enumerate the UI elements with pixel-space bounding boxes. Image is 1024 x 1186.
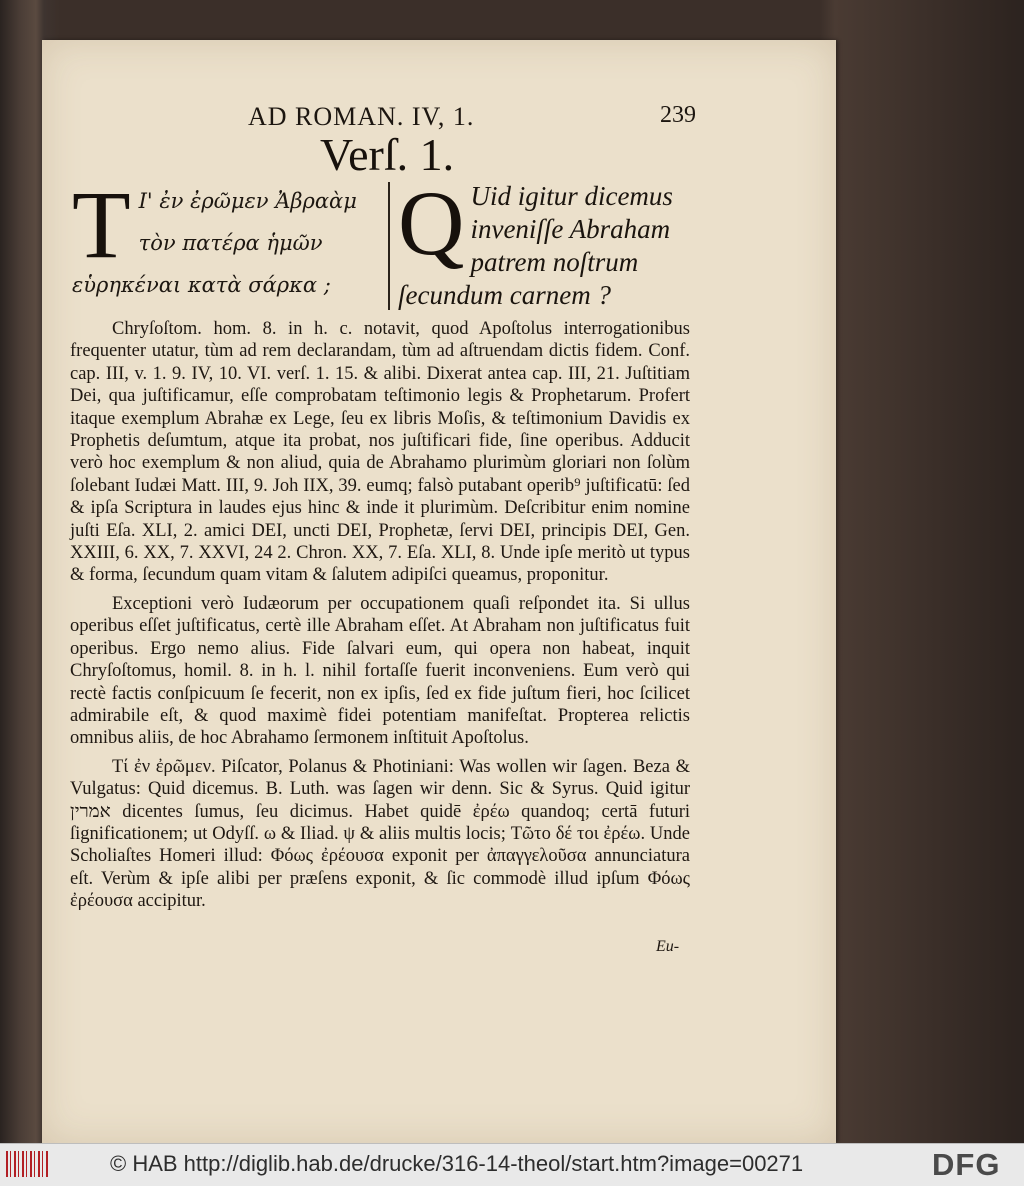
commentary-body [70, 318, 690, 919]
greek-verse-text: Ι' ἐν ἐρῶμεν Ἀβραὰμ τὸν πατέρα ἡμῶν εὑρηκέναι κατὰ σάρκα ; [72, 189, 357, 297]
footer-copyright-url[interactable]: © HAB http://diglib.hab.de/drucke/316-14-theol/start.htm?image=00271 [110, 1151, 804, 1176]
greek-drop-capital: T [72, 171, 131, 278]
barcode-icon [6, 1151, 48, 1177]
verse-heading: Verſ. 1. [320, 129, 455, 180]
running-head: AD ROMAN. IV, 1. [248, 102, 475, 131]
latin-verse-text: Uid igitur dicemus inveniſſe Abraham patrem noſtrum ſecundum carnem ? [398, 181, 673, 310]
catchword: Eu- [656, 938, 680, 955]
page-number: 239 [660, 102, 696, 128]
column-divider [388, 182, 390, 310]
latin-verse-column [398, 172, 698, 310]
latin-drop-capital: Q [398, 172, 465, 274]
commentary-paragraph-2: Exceptioni verò Iudæorum per occupationem quaſi reſpondet ita. Si ullus operibus eſſet juſtificatus, certè ille Abraham eſſet. At Abraham non juſtificatus fuit operibus. Ergo nemo alius. Fide ſalvari eum, qui opera non habeat, inquit Chryſoſtomus, homil. 8. in h. l. nihil fortaſſe fuerit inconveniens. Eum verò qui rectè factis conſpicuum ſe fecerit, non ex ipſis, ſed ex fide juſtum fieri, hoc ſcilicet admirabile eſt, & quod maximè fidei potentiam manifeſtat. Propterea relictis omnibus aliis, de hoc Abrahamo ſermonem inſtituit Apoſtolus. [70, 593, 690, 749]
commentary-paragraph-1: Chryſoſtom. hom. 8. in h. c. notavit, quod Apoſtolus interrogationibus frequenter utatur, tùm ad rem declarandam, tùm ad aſtruendam dictis fidem. Conf. cap. III, v. 1. 9. IV, 10. VI. verſ. 1. 15. & alibi. Dixerat antea cap. III, 21. Juſtitiam Dei, qua juſtificamur, eſſe comprobatam teſtimonio legis & Prophetarum. Profert itaque exemplum Abrahæ ex Lege, ſeu ex libris Moſis, & teſtimonium Davidis ex Prophetis deſumtum, atque ita probat, nos juſtificari fide, ſine operibus. Adducit verò hoc exemplum & non aliud, quia de Abrahamo plurimùm gloriari non ſolùm ſolebant Iudæi Matt. III, 9. Joh IIX, 39. eumq; falsò putabant operib⁹ juſtificatū: ſed & ipſa Scriptura in laudes ejus hinc & inde it plurimùm. Deſcribitur enim nomine juſti Eſa. XLI, 2. amici DEI, uncti DEI, Prophetæ, ſervi DEI, principis DEI, Gen. XXIII, 6. XX, 7. XXVI, 24 2. Chron. XX, 7. Eſa. XLI, 8. Unde ipſe meritò ut typus & forma, ſecundum quam vitam & ſalutem adipiſci queamus, proponitur. [70, 319, 690, 586]
greek-verse-column [72, 171, 390, 310]
dfg-logo: DFG [932, 1147, 1001, 1182]
commentary-paragraph-3: Τί ἐν ἐρῶμεν. Piſcator, Polanus & Photiniani: Was wollen wir ſagen. Beza & Vulgatus: Quid dicemus. B. Luth. was ſagen wir denn. Sic & Syrus. Quid igitur אמרין dicentes ſumus, ſeu dicimus. Habet quidē ἐρέω quandoq; certā futuri ſignificationem; ut Odyſſ. ω & Iliad. ψ & aliis multis locis; Τῶτο δέ τοι ἐρέω. Unde Scholiaſtes Homeri illud: Φόως ἐρέουσα exponit per ἀπαγγελοῦσα annunciatura eſt. Verùm & ipſe alibi per præſens exponit, & ſic commodè illud ipſum Φόως ἐρέουσα accipitur. [70, 756, 690, 912]
